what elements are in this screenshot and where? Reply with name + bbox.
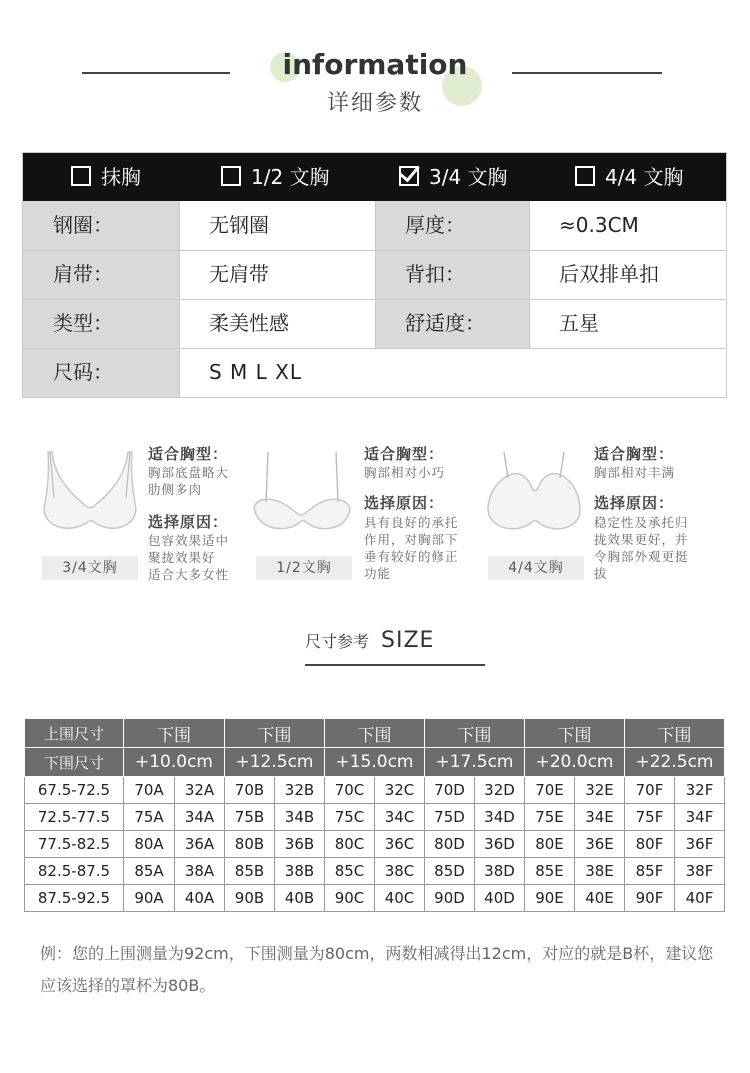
size-cell: 34D bbox=[475, 804, 525, 831]
bra-3-4-illustration bbox=[40, 448, 140, 540]
bust-range-cell: 82.5-87.5 bbox=[25, 858, 124, 885]
size-cell: 75F bbox=[625, 804, 675, 831]
size-cell: 34E bbox=[575, 804, 625, 831]
title-chinese: 详细参数 bbox=[326, 91, 423, 116]
size-cell: 32F bbox=[675, 777, 725, 804]
size-cell: 75C bbox=[325, 804, 375, 831]
size-cell: 70E bbox=[525, 777, 575, 804]
header-bust: 上围尺寸 bbox=[25, 719, 124, 748]
bust-range-cell: 72.5-77.5 bbox=[25, 804, 124, 831]
size-cell: 85B bbox=[225, 858, 275, 885]
size-cell: 36C bbox=[375, 831, 425, 858]
reason-title: 选择原因： bbox=[594, 494, 675, 512]
style-option[interactable] bbox=[575, 153, 684, 201]
header-underbust-label: 下围 bbox=[325, 719, 425, 748]
size-cell: 75E bbox=[525, 804, 575, 831]
table-row bbox=[25, 831, 725, 858]
table-row bbox=[25, 885, 725, 912]
checkbox-icon bbox=[71, 166, 91, 186]
checkbox-icon bbox=[221, 166, 241, 186]
reason-line: 拢效果更好，并 bbox=[594, 532, 689, 547]
header-underbust-offset: +15.0cm bbox=[325, 748, 425, 777]
bra-4-4-illustration bbox=[484, 448, 584, 540]
reason-line: 适合大多女性 bbox=[148, 567, 230, 582]
reason-line: 具有良好的承托 bbox=[364, 515, 459, 530]
checkbox-checked-icon bbox=[399, 166, 419, 186]
size-cell: 90A bbox=[124, 885, 175, 912]
size-cell: 80A bbox=[124, 831, 175, 858]
size-cell: 34B bbox=[275, 804, 325, 831]
size-cell: 75A bbox=[124, 804, 175, 831]
table-row bbox=[25, 858, 725, 885]
param-value: 五星 bbox=[559, 311, 599, 335]
style-options-bar bbox=[23, 153, 726, 201]
param-label: 尺码： bbox=[23, 348, 179, 397]
fit-title: 适合胸型： bbox=[364, 445, 445, 463]
size-cell: 36A bbox=[175, 831, 225, 858]
style-option-label: 3/4 文胸 bbox=[429, 165, 508, 189]
bra-type-label: 4/4文胸 bbox=[488, 556, 584, 580]
table-row bbox=[25, 804, 725, 831]
size-cell: 85D bbox=[425, 858, 475, 885]
size-reference-cn: 尺寸参考 bbox=[305, 632, 370, 651]
col-divider bbox=[529, 201, 530, 348]
size-cell: 80C bbox=[325, 831, 375, 858]
reason-line: 功能 bbox=[364, 566, 392, 581]
size-cell: 75B bbox=[225, 804, 275, 831]
reason-title: 选择原因： bbox=[148, 513, 229, 531]
size-cell: 36D bbox=[475, 831, 525, 858]
param-value: ≈0.3CM bbox=[559, 213, 639, 237]
header-underbust-label: 下围 bbox=[525, 719, 625, 748]
size-cell: 85E bbox=[525, 858, 575, 885]
row-divider bbox=[23, 348, 726, 349]
bra-type-label: 3/4文胸 bbox=[42, 556, 138, 580]
reason-line: 垂有较好的修正 bbox=[364, 549, 459, 564]
reason-line: 聚拢效果好 bbox=[148, 550, 216, 565]
param-label: 背扣： bbox=[375, 250, 529, 299]
sizing-example-note: 例：您的上围测量为92cm，下围测量为80cm，两数相减得出12cm，对应的就是B杯，建议您应该选择的罩杯为80B。 bbox=[40, 944, 714, 995]
size-cell: 32D bbox=[475, 777, 525, 804]
parameter-table bbox=[22, 152, 727, 398]
reason-line: 令胸部外观更挺 bbox=[594, 549, 689, 564]
fit-title: 适合胸型： bbox=[148, 445, 229, 463]
style-option-label: 抹胸 bbox=[101, 165, 141, 189]
param-value: 后双排单扣 bbox=[559, 262, 659, 286]
size-cell: 90C bbox=[325, 885, 375, 912]
param-value: 无肩带 bbox=[209, 262, 269, 286]
size-cell: 70D bbox=[425, 777, 475, 804]
size-cell: 90B bbox=[225, 885, 275, 912]
header-underbust-label: 下围 bbox=[124, 719, 225, 748]
size-cell: 40D bbox=[475, 885, 525, 912]
col-divider bbox=[375, 201, 376, 348]
reason-line: 稳定性及承托归 bbox=[594, 515, 689, 530]
param-label: 肩带： bbox=[23, 250, 179, 299]
size-cell: 85C bbox=[325, 858, 375, 885]
bra-type-label: 1/2文胸 bbox=[256, 556, 352, 580]
size-cell: 70C bbox=[325, 777, 375, 804]
reason-line: 包容效果适中 bbox=[148, 533, 230, 548]
size-reference-en: SIZE bbox=[381, 628, 435, 653]
size-cell: 32B bbox=[275, 777, 325, 804]
size-cell: 70B bbox=[225, 777, 275, 804]
size-cell: 80D bbox=[425, 831, 475, 858]
size-cell: 80B bbox=[225, 831, 275, 858]
size-cell: 38A bbox=[175, 858, 225, 885]
checkbox-icon bbox=[575, 166, 595, 186]
fit-line: 胸部相对小巧 bbox=[364, 465, 446, 480]
size-cell: 36E bbox=[575, 831, 625, 858]
reason-title: 选择原因： bbox=[364, 494, 445, 512]
param-value: 柔美性感 bbox=[209, 311, 289, 335]
fit-line: 胸部相对丰满 bbox=[594, 465, 676, 480]
style-option-label: 4/4 文胸 bbox=[605, 165, 684, 189]
param-label: 钢圈： bbox=[23, 201, 179, 250]
reason-line: 拔 bbox=[594, 566, 608, 581]
size-cell: 40C bbox=[375, 885, 425, 912]
size-cell: 90E bbox=[525, 885, 575, 912]
size-values: S M L XL bbox=[209, 360, 303, 384]
header-underbust-label: 下围 bbox=[225, 719, 325, 748]
size-heading-rule bbox=[305, 664, 485, 666]
style-option[interactable] bbox=[221, 153, 330, 201]
size-reference-heading bbox=[305, 628, 434, 653]
param-label: 舒适度： bbox=[375, 299, 529, 348]
size-cell: 70A bbox=[124, 777, 175, 804]
size-cell: 90F bbox=[625, 885, 675, 912]
size-cell: 36B bbox=[275, 831, 325, 858]
size-cell: 32E bbox=[575, 777, 625, 804]
header-underbust-offset: +17.5cm bbox=[425, 748, 525, 777]
size-cell: 34C bbox=[375, 804, 425, 831]
size-cell: 34A bbox=[175, 804, 225, 831]
size-cell: 38F bbox=[675, 858, 725, 885]
size-cell: 75D bbox=[425, 804, 475, 831]
size-chart-table bbox=[24, 718, 725, 912]
size-cell: 38D bbox=[475, 858, 525, 885]
size-table-body bbox=[25, 777, 725, 912]
size-cell: 38E bbox=[575, 858, 625, 885]
header-underbust-offset: +22.5cm bbox=[625, 748, 725, 777]
size-cell: 85F bbox=[625, 858, 675, 885]
header-underbust-label: 下围 bbox=[625, 719, 725, 748]
bust-range-cell: 77.5-82.5 bbox=[25, 831, 124, 858]
size-cell: 90D bbox=[425, 885, 475, 912]
title-english: information bbox=[282, 48, 468, 81]
style-option[interactable] bbox=[71, 153, 141, 201]
size-cell: 80F bbox=[625, 831, 675, 858]
header-underbust: 下围尺寸 bbox=[25, 748, 124, 777]
size-cell: 34F bbox=[675, 804, 725, 831]
param-value: 无钢圈 bbox=[209, 213, 269, 237]
bust-range-cell: 87.5-92.5 bbox=[25, 885, 124, 912]
size-cell: 32C bbox=[375, 777, 425, 804]
bust-range-cell: 67.5-72.5 bbox=[25, 777, 124, 804]
header-underbust-label: 下围 bbox=[425, 719, 525, 748]
reason-line: 作用，对胸部下 bbox=[364, 532, 459, 547]
bra-1-2-illustration bbox=[250, 448, 354, 540]
header-underbust-offset: +10.0cm bbox=[124, 748, 225, 777]
size-cell: 70F bbox=[625, 777, 675, 804]
size-cell: 38C bbox=[375, 858, 425, 885]
size-cell: 38B bbox=[275, 858, 325, 885]
table-row bbox=[25, 777, 725, 804]
size-cell: 40A bbox=[175, 885, 225, 912]
param-label: 厚度： bbox=[375, 201, 529, 250]
size-cell: 40B bbox=[275, 885, 325, 912]
header-underbust-offset: +12.5cm bbox=[225, 748, 325, 777]
size-cell: 85A bbox=[124, 858, 175, 885]
size-cell: 36F bbox=[675, 831, 725, 858]
fit-title: 适合胸型： bbox=[594, 445, 675, 463]
style-option[interactable] bbox=[399, 153, 508, 201]
fit-line: 肋侧多肉 bbox=[148, 482, 203, 497]
size-cell: 40F bbox=[675, 885, 725, 912]
header-underbust-offset: +20.0cm bbox=[525, 748, 625, 777]
param-label: 类型： bbox=[23, 299, 179, 348]
style-option-label: 1/2 文胸 bbox=[251, 165, 330, 189]
col-divider bbox=[179, 201, 180, 397]
size-cell: 40E bbox=[575, 885, 625, 912]
size-cell: 32A bbox=[175, 777, 225, 804]
fit-line: 胸部底盘略大 bbox=[148, 465, 230, 480]
size-cell: 80E bbox=[525, 831, 575, 858]
